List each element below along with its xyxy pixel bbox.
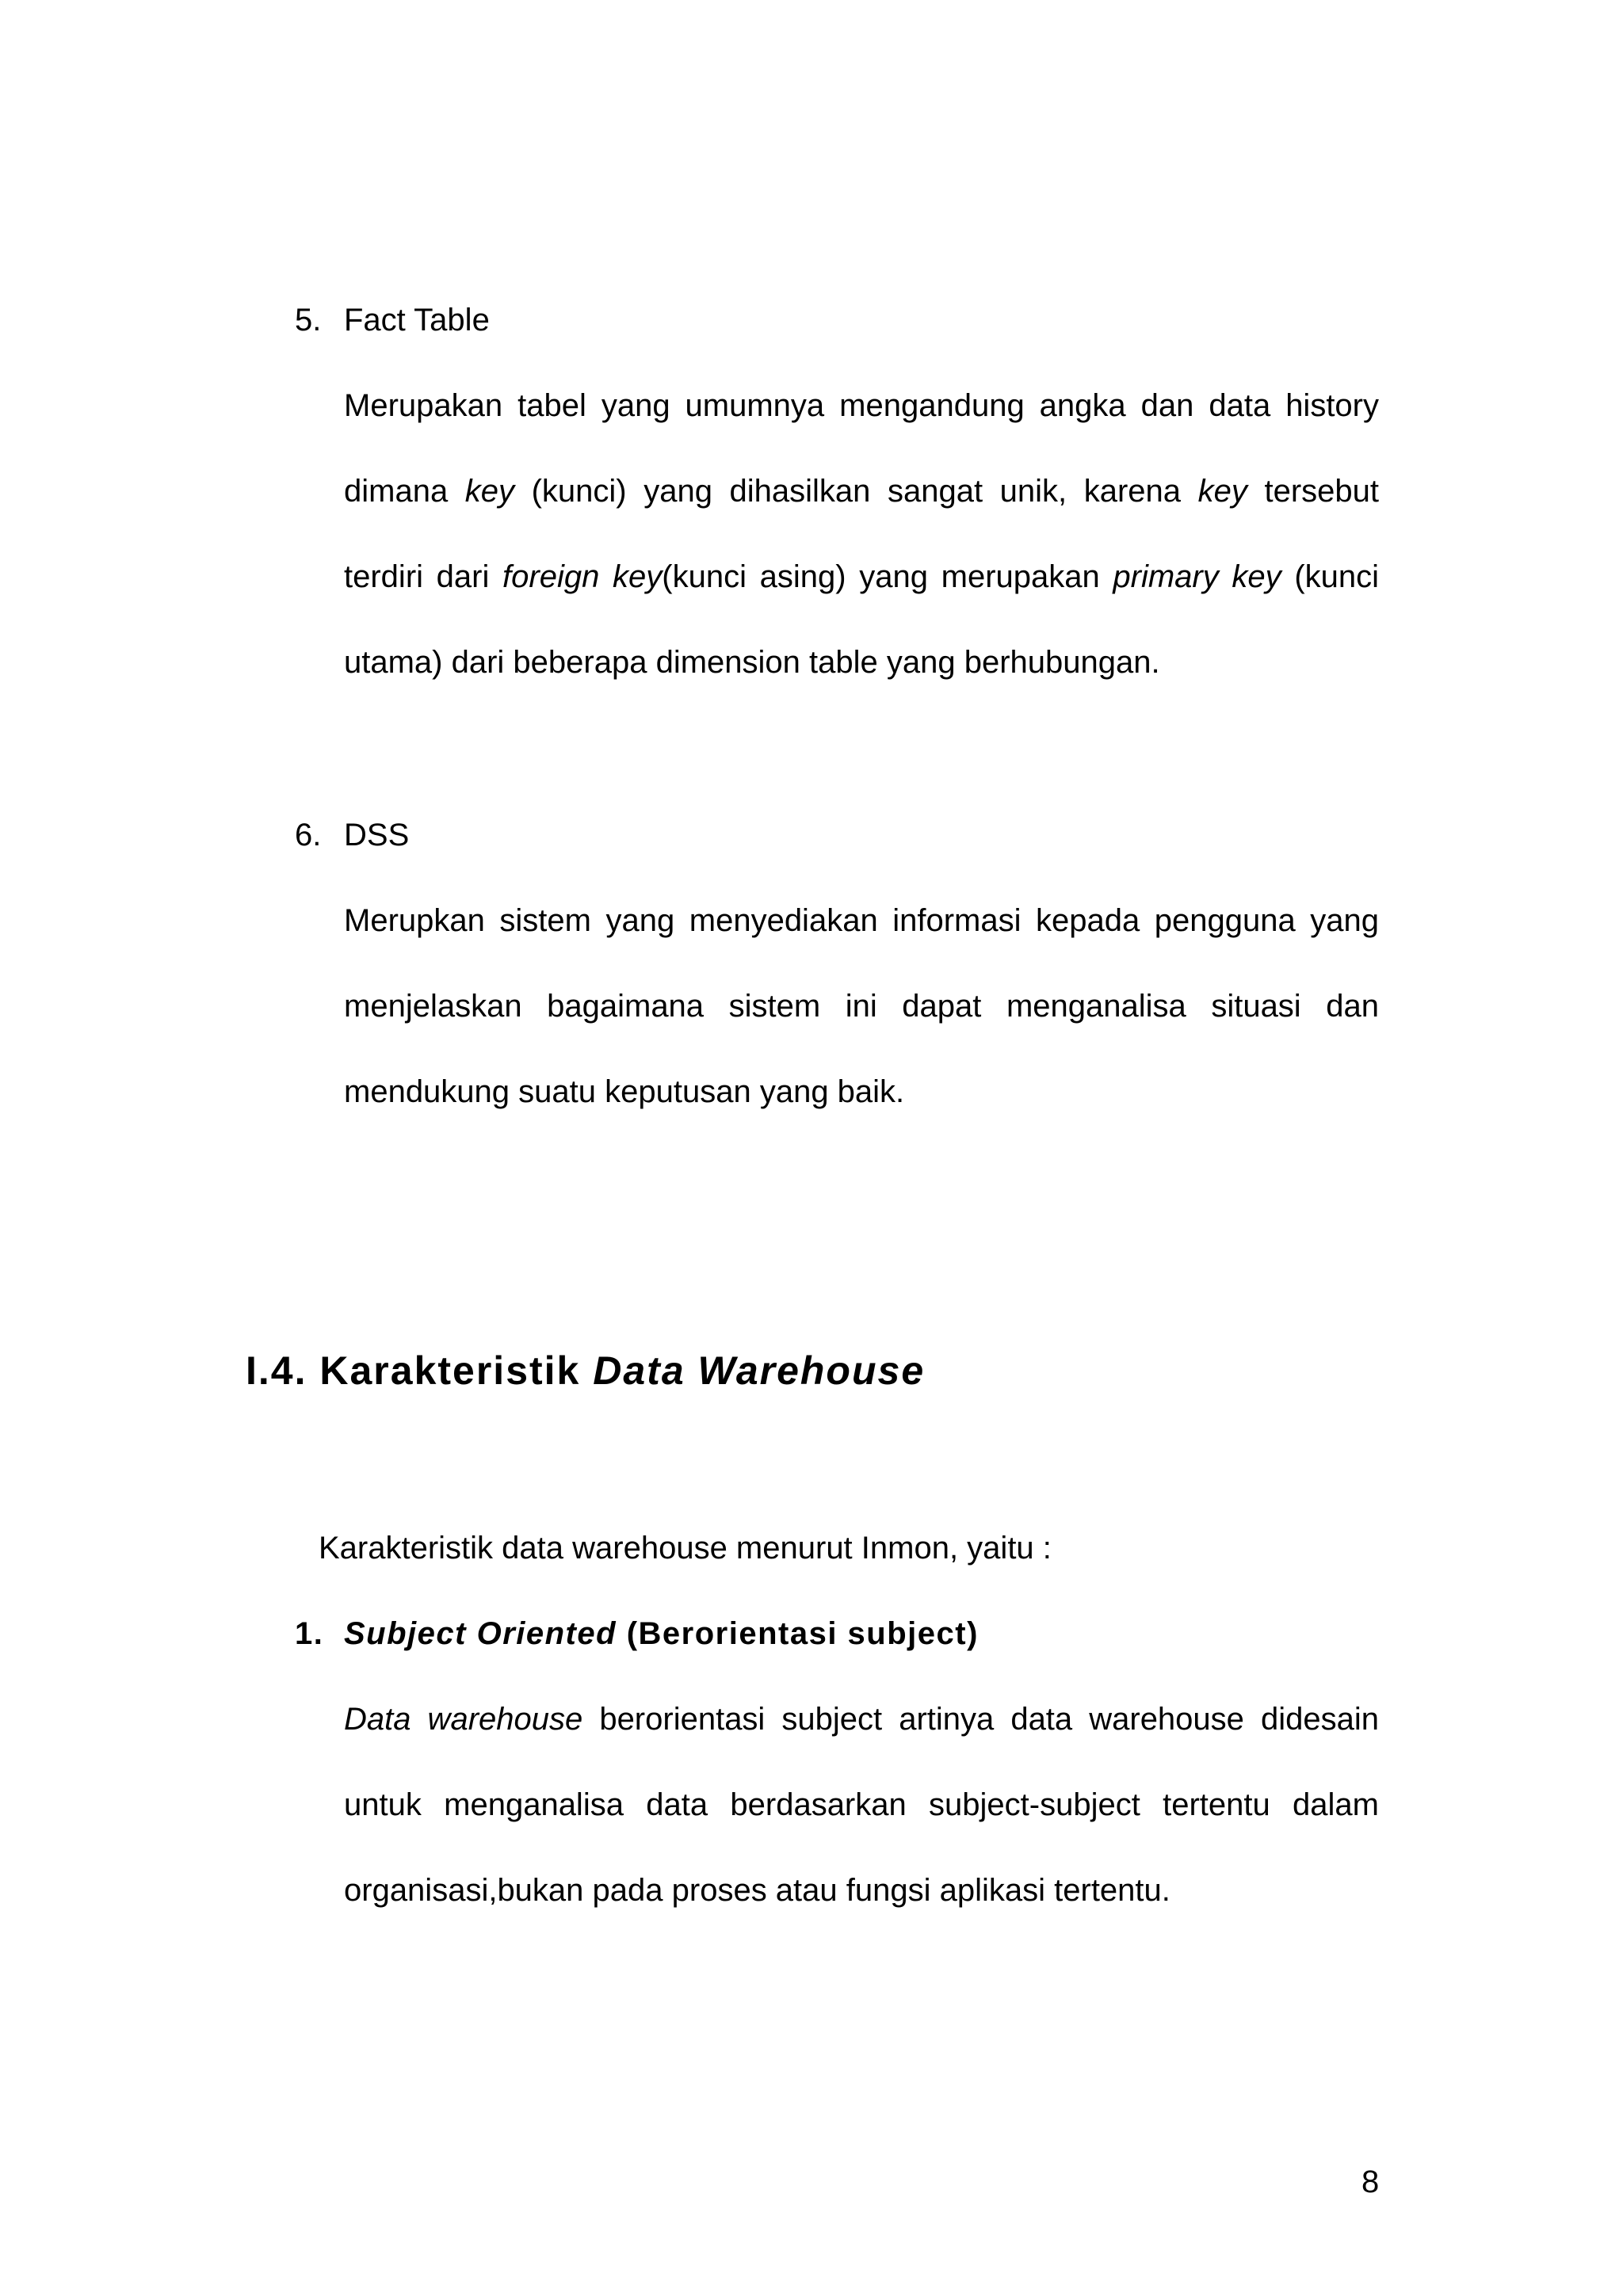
emphasis: key bbox=[464, 474, 515, 509]
paragraph-line: terdiri dari foreign key(kunci asing) yang merupakan primary key (kunci bbox=[344, 559, 1380, 594]
item-title: Subject Oriented (Berorientasi subject) bbox=[344, 1616, 979, 1651]
emphasis: Data warehouse bbox=[344, 1702, 583, 1737]
emphasis: key bbox=[1197, 474, 1247, 509]
paragraph-line: organisasi,bukan pada proses atau fungsi aplikasi tertentu. bbox=[344, 1873, 1170, 1908]
item-title: Fact Table bbox=[344, 303, 490, 338]
emphasis: foreign key bbox=[502, 559, 663, 594]
paragraph-line: mendukung suatu keputusan yang baik. bbox=[344, 1074, 905, 1109]
page-number: 8 bbox=[1361, 2164, 1380, 2199]
emphasis: primary key bbox=[1113, 559, 1281, 594]
paragraph-line: untuk menganalisa data berdasarkan subject-subject tertentu dalam bbox=[344, 1787, 1379, 1822]
paragraph-line: Merupkan sistem yang menyediakan informasi kepada pengguna yang bbox=[344, 903, 1379, 938]
item-title: DSS bbox=[344, 818, 410, 852]
section-intro: Karakteristik data warehouse menurut Inmon, yaitu : bbox=[319, 1531, 1052, 1566]
section-heading: I.4. Karakteristik Data Warehouse bbox=[246, 1348, 926, 1393]
item-number: 5. bbox=[295, 303, 322, 338]
paragraph-line: Merupakan tabel yang umumnya mengandung angka dan data history bbox=[344, 388, 1379, 423]
paragraph-line: menjelaskan bagaimana sistem ini dapat menganalisa situasi dan bbox=[344, 989, 1379, 1024]
item-number: 1. bbox=[295, 1616, 324, 1651]
paragraph-line: dimana key (kunci) yang dihasilkan sangat unik, karena key tersebut bbox=[344, 474, 1379, 509]
paragraph-line: Data warehouse berorientasi subject artinya data warehouse didesain bbox=[344, 1702, 1379, 1737]
item-number: 6. bbox=[295, 818, 322, 852]
paragraph-line: utama) dari beberapa dimension table yang berhubungan. bbox=[344, 645, 1160, 680]
